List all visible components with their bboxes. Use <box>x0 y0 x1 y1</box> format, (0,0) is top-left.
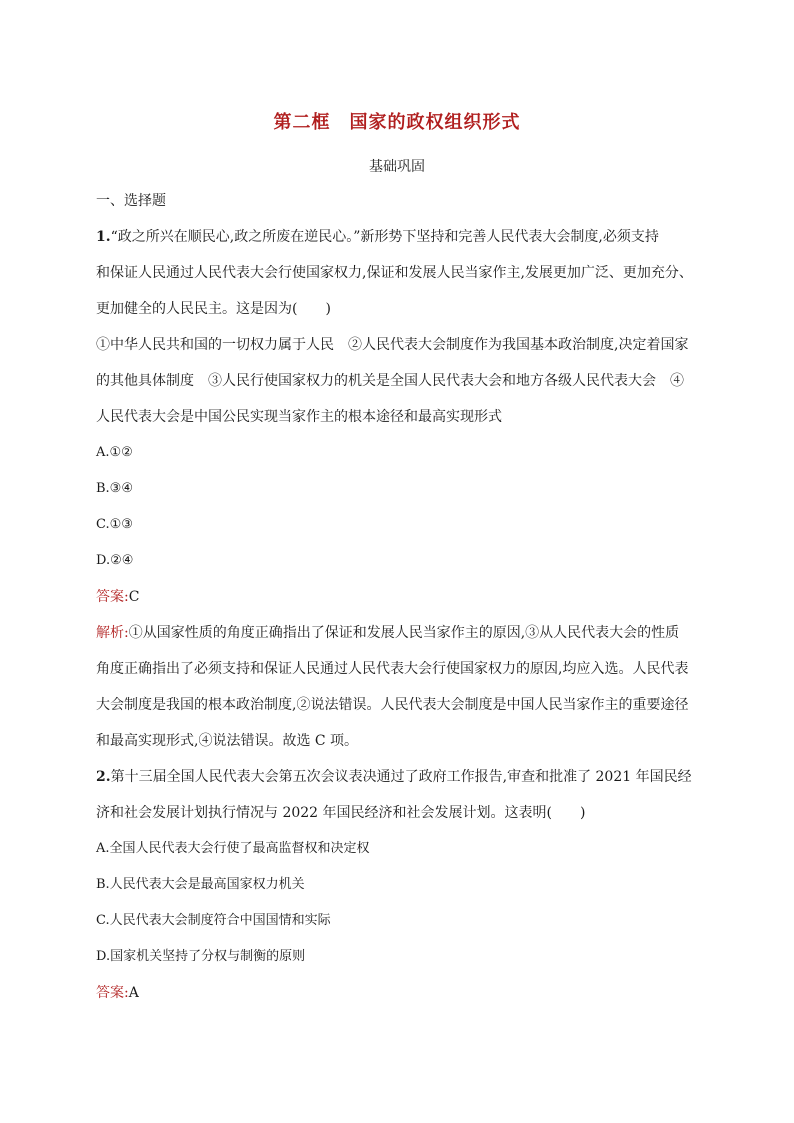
question-2-option-b: B.人民代表大会是最高国家权力机关 <box>96 877 305 892</box>
question-1-analysis-4: 和最高实现形式,④说法错误。故选 C 项。 <box>96 733 359 749</box>
question-2-number: 2. <box>96 769 111 785</box>
page-title: 第二框 国家的政权组织形式 <box>273 112 521 133</box>
question-1-option-a: A.①② <box>96 445 133 460</box>
question-1-line-3: 更加健全的人民民主。这是因为( ) <box>96 301 331 317</box>
answer-label: 答案: <box>96 589 129 605</box>
answer-label: 答案: <box>96 985 129 1001</box>
question-2-line-2: 济和社会发展计划执行情况与 2022 年国民经济和社会发展计划。这表明( ) <box>96 805 586 821</box>
question-1-answer <box>96 588 698 606</box>
analysis-text-1: ①从国家性质的角度正确指出了保证和发展人民当家作主的原因,③从人民代表大会的性质 <box>128 625 680 641</box>
question-2 <box>96 768 698 1002</box>
question-2-option-d: D.国家机关坚持了分权与制衡的原则 <box>96 949 306 964</box>
question-2-line-1 <box>96 768 698 786</box>
analysis-label: 解析: <box>96 625 129 641</box>
question-1-option-c: C.①③ <box>96 517 133 532</box>
question-1-analysis-2: 角度正确指出了必须支持和保证人民通过人民代表大会行使国家权力的原因,均应入选。人民代表 <box>96 661 689 677</box>
question-1-option-b: B.③④ <box>96 481 133 496</box>
question-2-text-1: 第十三届全国人民代表大会第五次会议表决通过了政府工作报告,审查和批准了 2021 年国民经 <box>110 769 692 785</box>
question-1-line-2: 和保证人民通过人民代表大会行使国家权力,保证和发展人民当家作主,发展更加广泛、更加充分、 <box>96 265 693 281</box>
question-1-analysis-3: 大会制度是我国的根本政治制度,②说法错误。人民代表大会制度是中国人民当家作主的重要途径 <box>96 697 689 713</box>
question-1-analysis-1 <box>96 624 698 642</box>
answer-value: C <box>128 589 140 605</box>
question-1-text-1: “政之所兴在顺民心,政之所废在逆民心。”新形势下坚持和完善人民代表大会制度,必须支持 <box>110 229 659 245</box>
question-2-option-c: C.人民代表大会制度符合中国国情和实际 <box>96 913 331 928</box>
question-1-statement-3: 人民代表大会是中国公民实现当家作主的根本途径和最高实现形式 <box>96 409 502 425</box>
question-1-option-d: D.②④ <box>96 553 134 568</box>
section-subtitle: 基础巩固 <box>369 159 425 175</box>
section-heading: 一、选择题 <box>96 193 166 209</box>
question-1 <box>96 228 698 750</box>
question-1-statement-2: 的其他具体制度 ③人民行使国家权力的机关是全国人民代表大会和地方各级人民代表大会 ④ <box>96 373 684 389</box>
question-1-number: 1. <box>96 229 111 245</box>
question-2-answer <box>96 984 698 1002</box>
question-2-option-a: A.全国人民代表大会行使了最高监督权和决定权 <box>96 841 370 856</box>
question-1-statement-1: ①中华人民共和国的一切权力属于人民 ②人民代表大会制度作为我国基本政治制度,决定着国家 <box>96 337 689 353</box>
question-1-line-1 <box>96 228 698 246</box>
answer-value: A <box>128 985 139 1001</box>
